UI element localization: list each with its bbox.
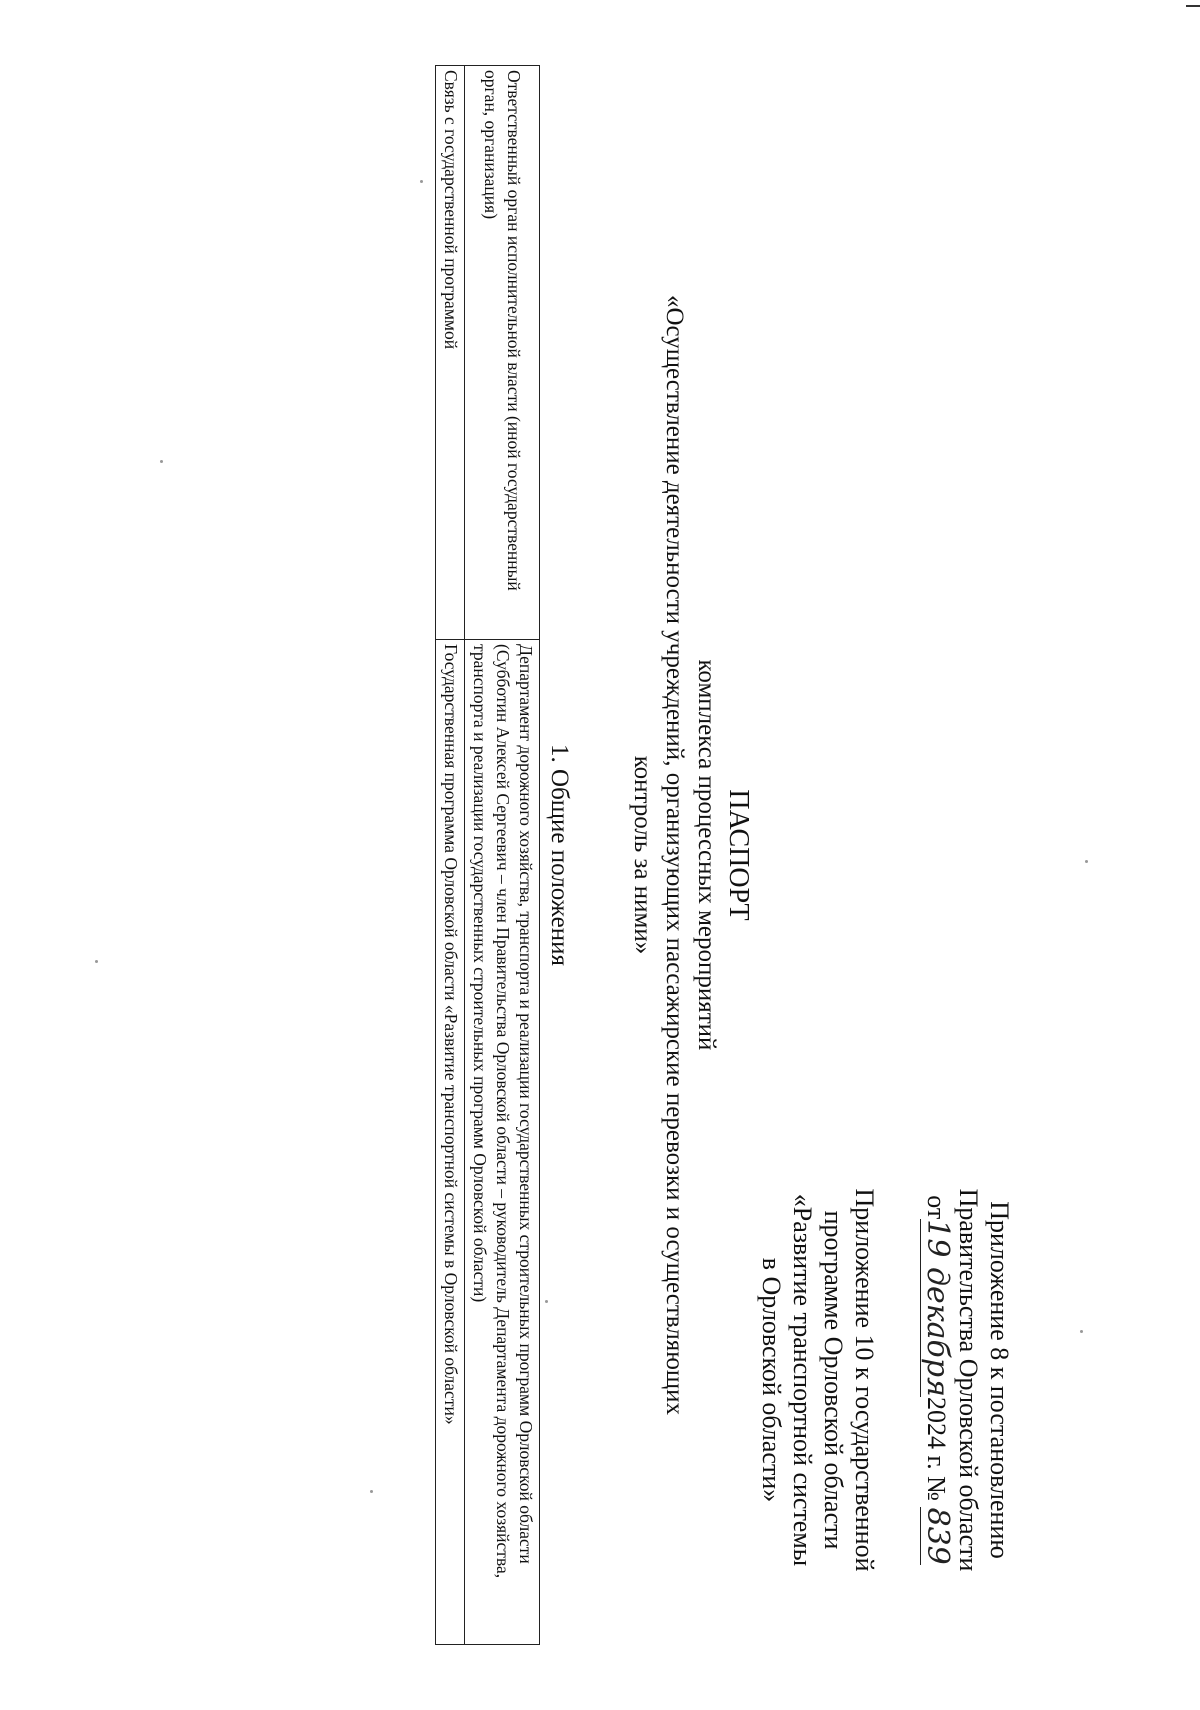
- handwritten-date-text: 19 декабря: [920, 1219, 955, 1397]
- scan-speck: [160, 460, 163, 463]
- general-provisions-table: [435, 65, 540, 1645]
- handwritten-date: [920, 1219, 953, 1397]
- scan-speck: [95, 960, 98, 963]
- scan-speck: [1080, 1330, 1083, 1333]
- table-row: [436, 66, 465, 1645]
- year-number-label: 2024 г. №: [922, 1396, 951, 1501]
- scan-speck: [370, 1490, 373, 1493]
- appendix-decree-line1: Приложение 8 к постановлению: [985, 1201, 1014, 1559]
- scan-speck: [545, 1300, 548, 1303]
- handwritten-number: [920, 1507, 953, 1564]
- date-prefix: от: [922, 1195, 951, 1220]
- appendix-program-line2: программе Орловской области: [819, 1210, 848, 1550]
- appendix-program-line1: Приложение 10 к государственной: [850, 1188, 879, 1572]
- document-title: ПАСПОРТ: [723, 789, 754, 921]
- scan-speck: [1085, 860, 1088, 863]
- table-row: [465, 66, 540, 1645]
- appendix-decree-line2: Правительства Орловской области: [954, 1188, 983, 1572]
- program-name: [626, 30, 690, 1680]
- appendix-decree-date-line: [920, 1060, 953, 1700]
- table-cell-label: Ответственный орган исполнительной власти (иной государственный орган, организация): [465, 66, 540, 640]
- table-cell-label: Связь с государственной программой: [436, 66, 465, 640]
- appendix-program-block: [756, 1120, 880, 1640]
- table-cell-value: Государственная программа Орловской области «Развитие транспортной системы в Орловской области»: [436, 640, 465, 1645]
- scan-speck: [420, 180, 423, 183]
- margin-mark: [1186, 5, 1200, 7]
- appendix-decree-block: [920, 1060, 1015, 1700]
- handwritten-number-text: 839: [920, 1507, 955, 1565]
- appendix-program-line4: в Орловской области»: [757, 1257, 786, 1503]
- program-name-line2: контроль за ними»: [629, 755, 656, 955]
- document-page: [60, 30, 1140, 1680]
- program-name-line1: «Осуществление деятельности учреждений, организующих пассажирские перевозки и осуществляющих: [661, 294, 688, 1416]
- section-title: 1. Общие положения: [546, 744, 573, 966]
- appendix-program-line3: «Развитие транспортной системы: [788, 1193, 817, 1567]
- table-cell-value: Департамент дорожного хозяйства, транспорта и реализации государственных строительных программ Орловской области (Субботин Алексей Сергеевич – член Правительства Орловской области – руководитель Департамента дорожного хозяйства, транспорта и реализации государственных строительных программ Орловской области): [465, 640, 540, 1645]
- document-subtitle: комплекса процессных мероприятий: [693, 659, 720, 1051]
